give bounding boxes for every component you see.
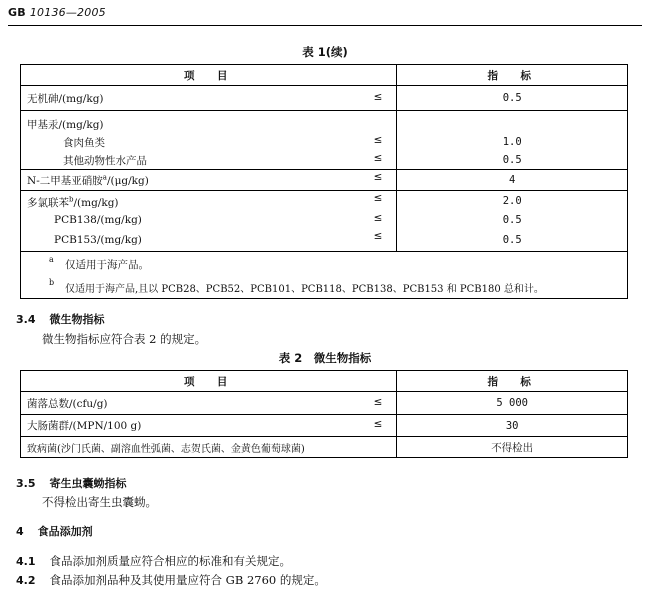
- row-value: 4: [397, 170, 628, 191]
- row-value: 0.5: [397, 211, 628, 229]
- row-value: 1.0: [397, 133, 628, 151]
- table2-header-row: [21, 371, 628, 392]
- leq-symbol: ≤: [373, 152, 383, 164]
- leq-symbol: ≤: [373, 396, 383, 408]
- leq-symbol: ≤: [373, 192, 383, 204]
- row-value: 0.5: [397, 229, 628, 252]
- table-row: [21, 211, 628, 229]
- note-mark: b: [49, 278, 55, 287]
- row-value: 0.5: [397, 151, 628, 170]
- table2: [20, 370, 628, 458]
- table-row: [21, 415, 628, 437]
- table-row: [21, 111, 628, 134]
- table1-header-row: [21, 65, 628, 86]
- table1-caption: 表 1(续): [302, 45, 348, 59]
- table-row: [21, 151, 628, 170]
- table2-col-item: 项 目: [21, 371, 397, 392]
- row-label: N-二甲基亚硝胺$^a$/(μg/kg): [27, 173, 149, 187]
- header-number: 10136—2005: [29, 6, 106, 19]
- leq-symbol: ≤: [373, 134, 383, 146]
- row-label: 致病菌(沙门氏菌、副溶血性弧菌、志贺氏菌、金黄色葡萄球菌): [27, 443, 305, 455]
- section-4-1: 4.1 食品添加剂质量应符合相应的标准和有关规定。: [16, 554, 291, 568]
- leq-symbol: ≤: [373, 212, 383, 224]
- row-value: 0.5: [397, 86, 628, 111]
- row-label: 其他动物性水产品: [63, 154, 147, 167]
- section-4-heading: 4 食品添加剂: [16, 525, 93, 538]
- row-value: 不得检出: [397, 437, 628, 458]
- section-3-5-text: 不得检出寄生虫囊蚴。: [42, 495, 157, 509]
- table-row: [21, 191, 628, 212]
- table-row: [21, 392, 628, 415]
- section-3-5-heading: 3.5 寄生虫囊蚴指标: [16, 477, 127, 490]
- row-value: 2.0: [397, 191, 628, 212]
- note-text: 仅适用于海产品。: [65, 258, 149, 271]
- header-rule: [8, 25, 642, 26]
- leq-symbol: ≤: [373, 171, 383, 183]
- row-label: 食肉鱼类: [63, 136, 105, 149]
- table1: [20, 64, 628, 299]
- section-3-4-heading: 3.4 微生物指标: [16, 313, 105, 326]
- row-label: 大肠菌群/(MPN/100 g): [27, 420, 142, 432]
- row-label: PCB153/(mg/kg): [54, 234, 142, 246]
- section-4-2: 4.2 食品添加剂品种及其使用量应符合 GB 2760 的规定。: [16, 573, 326, 587]
- section-3-4-text: 微生物指标应符合表 2 的规定。: [42, 332, 207, 346]
- row-label: 甲基汞/(mg/kg): [27, 118, 104, 131]
- table-row: [21, 229, 628, 252]
- note-mark: a: [49, 255, 54, 264]
- page-header: [8, 6, 106, 19]
- row-value: 30: [397, 415, 628, 437]
- table1-col-value: 指 标: [397, 65, 628, 86]
- table2-caption: 表 2 微生物指标: [278, 351, 372, 365]
- table-row: [21, 133, 628, 151]
- table-row: [21, 437, 628, 458]
- leq-symbol: ≤: [373, 418, 383, 430]
- table1-note: [21, 276, 628, 299]
- row-label: 多氯联苯$^b$/(mg/kg): [27, 195, 119, 209]
- table2-col-value: 指 标: [397, 371, 628, 392]
- table1-note: [21, 252, 628, 277]
- table1-col-item: 项 目: [21, 65, 397, 86]
- header-prefix: GB: [8, 6, 26, 19]
- leq-symbol: ≤: [373, 230, 383, 242]
- row-label: PCB138/(mg/kg): [54, 214, 142, 226]
- table-row: [21, 170, 628, 191]
- note-text: 仅适用于海产品,且以 PCB28、PCB52、PCB101、PCB118、PCB138、PCB153 和 PCB180 总和计。: [65, 283, 544, 295]
- row-label: 菌落总数/(cfu/g): [27, 397, 108, 410]
- row-label: 无机砷/(mg/kg): [27, 92, 104, 105]
- leq-symbol: ≤: [373, 91, 383, 103]
- table-row: [21, 86, 628, 111]
- row-value: 5 000: [397, 392, 628, 415]
